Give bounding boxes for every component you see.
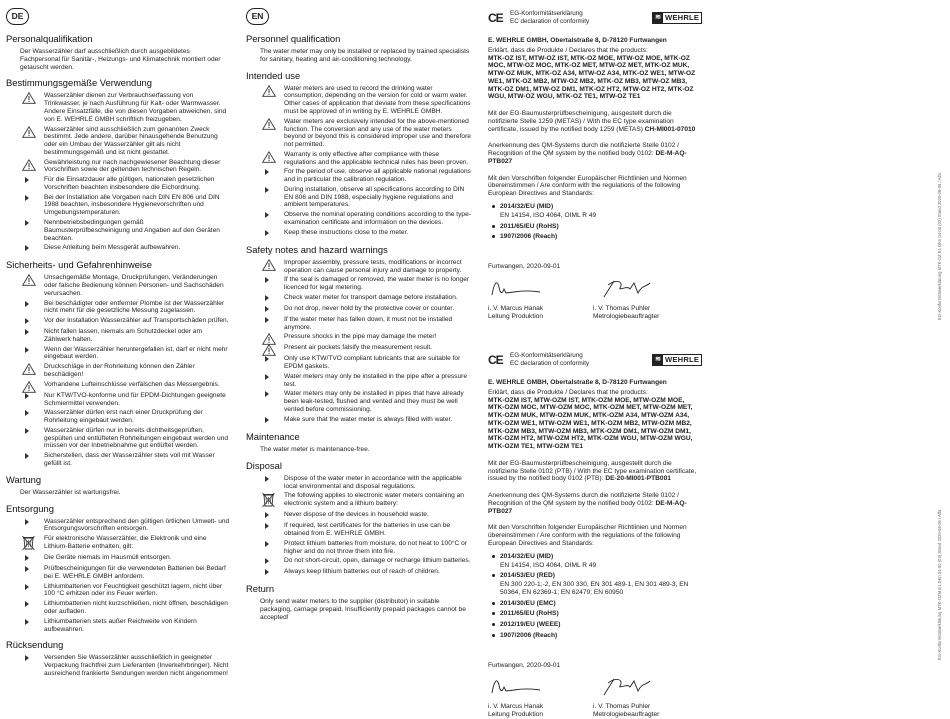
german-column (6, 8, 230, 680)
de-ret-list (6, 654, 230, 677)
arrow-bullet-icon (25, 519, 29, 525)
list-item-text: Warranty is only effective after compliance with these regulations and the applicable technical rules has been proven. (284, 150, 469, 166)
declares-text: Erklärt, dass die Produkte / Declares that the products: (488, 388, 648, 396)
warning-icon (262, 151, 276, 163)
list-item (246, 511, 472, 520)
list-item-text: Check water meter for transport damage before installation. (284, 293, 458, 301)
list-item (6, 583, 230, 599)
language-marker-de (6, 8, 230, 25)
list-item (6, 535, 230, 552)
de-personal-heading: Personalqualifikation (6, 33, 93, 44)
en-disp-list (246, 475, 472, 578)
list-item-text: If required, test certificates for the batteries in use can be obtained from E. WEHRLE GMBH. (284, 522, 451, 538)
arrow-bullet-icon (265, 523, 269, 529)
warning-icon (22, 126, 36, 138)
de-maint-heading: Wartung (6, 473, 42, 485)
arrow-bullet-icon (265, 391, 269, 397)
list-item (6, 244, 230, 253)
declares-text: Erklärt, dass die Produkte / Declares that the products: (488, 46, 648, 54)
list-item-text: Unsachgemäße Montage, Druckprüfungen, Veränderungen oder falsche Bedienung können Personen- und Sachschäden verursachen. (44, 274, 224, 297)
signer-2-name: i. V. Thomas Puhler (593, 304, 651, 312)
directives-list (488, 203, 698, 241)
de-disp-list (6, 518, 230, 634)
qm-text: Anerkennung des QM-Systems durch die notifizierte Stelle 0102 / Recognition of the QM system by the notified body 0102: (488, 142, 679, 158)
list-item (6, 654, 230, 677)
arrow-bullet-icon (25, 318, 29, 324)
warning-icon (262, 259, 276, 271)
directives-intro: Mit den Vorschriften folgender Europäischer Richtlinien und Normen übereinstimmen / Are conform with the regulations of the following European Directives and Standards: (488, 524, 687, 548)
arrow-bullet-icon (25, 619, 29, 625)
list-item (6, 392, 230, 408)
list-item (6, 381, 230, 390)
eg-certificate-number: CH-MI001-07010 (644, 125, 696, 133)
declaration-title-de: EG-Konformitätserklärung (510, 10, 583, 18)
list-item (246, 333, 472, 342)
list-item-text: Vor der Installation Wasserzähler auf Transportschäden prüfen. (44, 317, 229, 325)
directive-item: 2014/32/EU (MID) (488, 203, 698, 211)
list-item (246, 344, 472, 353)
directive-item: 2012/19/EU (WEEE) (488, 621, 698, 629)
list-item (6, 219, 230, 242)
de-maint-text: Der Wasserzähler ist wartungsfrei. (20, 488, 121, 496)
en-safety-heading: Safety notes and hazard warnings (246, 243, 388, 255)
signatures (488, 673, 698, 703)
logo-mark-icon: ≋ (653, 13, 663, 23)
product-list: MTK-OZ IST, MTW-OZ IST, MTK-OZ MOE, MTW-OZ MOE, MTK-OZ MOC, MTW-OZ MOC, MTK-OZ MET, MTW-OZ MET, MTK-OZ MUK, MTW-OZ MUK, MTK-OZ A34, MTW-OZ A34, MTK-OZ WE1, MTW-OZ WE1, MTK-OZ MB2, MTW-OZ MB2, MTK-OZ MB3, MTW-OZ MB3, MTK-OZ DM1, MTW-OZ DM1, MTK-OZ HT2, MTW-OZ HT2, MTK-OZ WGU, MTW-OZ WGU, MTK-OZ TE1, MTW-OZ TE1 (488, 54, 696, 101)
arrow-bullet-icon (265, 417, 269, 423)
list-item (246, 85, 472, 116)
de-disp-heading: Entsorgung (6, 502, 54, 514)
list-item (246, 186, 472, 209)
list-item (246, 557, 472, 566)
list-item (6, 92, 230, 123)
arrow-bullet-icon (25, 245, 29, 251)
signatures (488, 275, 698, 305)
list-item (246, 229, 472, 238)
logo-text: WEHRLE (665, 354, 700, 364)
list-item (6, 300, 230, 316)
en-disp-heading: Disposal (246, 459, 282, 471)
list-item (6, 363, 230, 379)
list-item-text: Diese Anleitung beim Messgerät aufbewahren. (44, 244, 181, 252)
list-item (246, 151, 472, 167)
signer-1-role: Leitung Produktion (488, 312, 543, 320)
list-item (6, 452, 230, 468)
arrow-bullet-icon (265, 541, 269, 547)
signature-hanak (488, 673, 598, 699)
list-item-text: Water meters may only be installed in the pipe after a pressure test. (284, 372, 468, 388)
de-safety-heading: Sicherheits- und Gefahrenhinweise (6, 259, 152, 271)
arrow-bullet-icon (265, 277, 269, 283)
logo-mark-icon: ≋ (653, 355, 663, 365)
de-safety-list (6, 274, 230, 467)
signature-puhler (598, 275, 708, 301)
de-personal-text: Der Wasserzähler darf ausschließlich durch ausgebildetes Fachpersonal für Sanitär-, Heizungs- und Klimatechnik montiert oder getauscht werden. (20, 48, 221, 71)
directive-item: 2014/53/EU (RED) (488, 572, 698, 580)
list-item (6, 126, 230, 157)
arrow-bullet-icon (25, 347, 29, 353)
list-item (6, 346, 230, 362)
list-item-text: Für die Einsatzdauer alle gültigen, nationalen gesetzlichen Vorschriften beachten insbesondere die Eichordnung. (44, 176, 215, 191)
list-item-text: Lithiumbatterien vor Feuchtigkeit geschützt lagern, nicht über 100 °C erhitzen oder ins Feuer werfen. (44, 582, 223, 598)
list-item-text: Wasserzähler sind ausschließlich zum genannten Zweck bestimmt. Jede andere, darüber hinausgehende Benutzung oder ein Umbau der Wasserzähler gilt als nicht bestimmungsgemäß und ist nicht gestattet. (44, 125, 218, 156)
arrow-bullet-icon (25, 393, 29, 399)
directive-item: 1907/2006 (Reach) (488, 632, 698, 640)
qm-text: Anerkennung des QM-Systems durch die notifizierte Stelle 0102 / Recognition of the QM system by the notified body 0102: (488, 492, 679, 507)
list-item-text: Make sure that the water meter is always filled with water. (284, 415, 453, 423)
declaration-title-en: EC declaration of conformity (510, 360, 590, 367)
directive-item: 2011/65/EU (RoHS) (488, 610, 698, 618)
wehrle-logo (652, 12, 702, 24)
list-item-text: If the seal is damaged or removed, the water meter is no longer licenced for legal metering. (284, 276, 470, 292)
list-item (6, 194, 230, 217)
list-item-text: Improper assembly, pressure tests, modifications or incorrect operation can cause personal injury and damage to property. (284, 258, 462, 274)
place-date: Furtwangen, 2020-09-01 (488, 263, 561, 271)
de-ret-heading: Rücksendung (6, 639, 64, 651)
list-item-text: During installation, observe all specifications according to DIN EN 806 and DIN 1988, especially hygiene regulations and ambient temperatures. (284, 185, 465, 209)
list-item-text: Water meters are exclusively intended for the above-mentioned function. The conversion and any use of the water meters beyond or beyond this is considered improper use and therefore not permitted. (284, 117, 471, 149)
list-item-text: Lithiumbatterien stets außer Reichweite von Kindern aufbewahren. (44, 617, 197, 633)
logo-text: WEHRLE (665, 12, 700, 22)
declaration-panel-1 (488, 9, 698, 320)
list-item (6, 409, 230, 425)
list-item-text: Wasserzähler dürfen nur in bereits dichtheitsgeprüften, gespülten und entlüfteten Rohrleitungen eingebaut werden und müssen vor der Inbetriebnahme gut entlüftet werden. (44, 426, 229, 450)
signer-1-name: i. V. Marcus Hanak (488, 304, 544, 312)
signer-2-role: Metrologiebeauftragter (593, 312, 660, 320)
list-item (6, 554, 230, 563)
list-item (6, 274, 230, 297)
list-item (246, 373, 472, 389)
list-item-text: Die Geräte niemals im Hausmüll entsorgen. (44, 554, 172, 562)
warning-icon (262, 118, 276, 130)
list-item-text: Dispose of the water meter in accordance with the applicable local environmental and disposal regulations. (284, 474, 462, 490)
list-item (246, 416, 472, 425)
eg-certificate-block (488, 460, 698, 483)
place-date: Furtwangen, 2020-09-01 (488, 661, 561, 669)
en-ret-heading: Return (246, 583, 275, 595)
list-item (246, 294, 472, 303)
arrow-bullet-icon (265, 295, 269, 301)
signature-puhler (598, 673, 708, 699)
list-item-text: For the period of use, observe all applicable national regulations and in particular the calibration regulation. (284, 168, 471, 184)
qm-certificate-number: DE-M-AQ-PTB027 (488, 150, 687, 165)
eg-certificate-text: Mit der EG-Baumusterprüfbescheinigung, ausgestellt durch die notifizierte Stelle 1259 (METAS) / With the EC type examination certificate, issued by the notified body 1259 (METAS) (488, 110, 674, 133)
list-item (6, 176, 230, 192)
list-item-text: Lithiumbatterien nicht kurzschließen, nicht öffnen, beschädigen oder aufladen. (44, 600, 228, 615)
list-item-text: Do not drop, never hold by the protective cover or counter. (284, 304, 455, 312)
list-item (6, 565, 230, 581)
arrow-bullet-icon (25, 410, 29, 416)
signer-1-name: i. V. Marcus Hanak (488, 703, 544, 711)
qm-block (488, 492, 698, 515)
list-item (246, 475, 472, 491)
warning-icon (262, 85, 276, 97)
list-item-text: Versenden Sie Wasserzähler ausschließlich in geeigneter Verpackung frachtfrei zum Lieferanten (Inverkehrbringer). Nicht ausreichend frankierte Sendungen werden nicht angenommen! (44, 654, 229, 677)
language-marker-en (246, 8, 472, 25)
en-maint-heading: Maintenance (246, 430, 300, 442)
arrow-bullet-icon (265, 569, 269, 575)
de-badge: DE (6, 8, 29, 25)
list-item (246, 522, 472, 538)
en-maint-text: The water meter is maintenance-free. (260, 445, 370, 453)
directive-item: EN 14154, ISO 4064, OIML R 49 (500, 561, 597, 569)
de-use-list (6, 92, 230, 253)
ce-mark-icon: CE (488, 352, 503, 367)
arrow-bullet-icon (265, 212, 269, 218)
arrow-bullet-icon (265, 374, 269, 380)
arrow-bullet-icon (25, 453, 29, 459)
company-address: E. WEHRLE GMBH, Obertalstraße 8, D-78120 Furtwangen (488, 37, 667, 44)
eg-certificate-number: DE-20-MI001-PTB001 (605, 475, 671, 483)
directives-intro: Mit den Vorschriften folgender Europäischer Richtlinien und Normen übereinstimmen / Are conform with the regulations of the following European Directives and Standards: (488, 174, 687, 198)
list-item-text: Wenn der Wasserzähler heruntergefallen ist, darf er nicht mehr eingebaut werden. (44, 345, 228, 361)
arrow-bullet-icon (265, 306, 269, 312)
en-use-list (246, 85, 472, 238)
list-item-text: Vorhandene Lufteinschlüsse verfälschen das Messergebnis. (44, 380, 220, 388)
arrow-bullet-icon (265, 476, 269, 482)
list-item-text: Protect lithium batteries from moisture, do not heat to 100°C or higher and do not throw them into fire. (284, 539, 467, 555)
eg-certificate-text: Mit der EG-Baumusterprüfbescheinigung, ausgestellt durch die notifizierte Stelle 0102 (PTB) / With the EC type examination certificate, issued by the notified body 0102 (PTB): (488, 459, 697, 483)
list-item (246, 305, 472, 314)
list-item (6, 618, 230, 634)
arrow-bullet-icon (25, 655, 29, 661)
list-item-text: Always keep lithium batteries out of reach of children. (284, 568, 440, 576)
list-item-text: Observe the nominal operating conditions according to the type-examination certificate and information on the devices. (284, 211, 471, 226)
arrow-bullet-icon (25, 195, 29, 201)
arrow-bullet-icon (25, 428, 29, 434)
directive-item: 2014/32/EU (MID) (488, 553, 698, 561)
list-item (246, 568, 472, 577)
list-item (246, 316, 472, 332)
list-item (6, 317, 230, 326)
declaration-title-en: EC declaration of conformity (510, 18, 590, 25)
list-item-text: Keep these instructions close to the meter. (284, 228, 409, 236)
arrow-bullet-icon (265, 512, 269, 518)
qm-certificate-number: DE-M-AQ-PTB027 (488, 499, 687, 515)
list-item (6, 159, 230, 175)
list-item-text: Wasserzähler dienen zur Verbrauchserfassung von Trinkwasser, je nach Ausführung für Kalt- oder Warmwasser. Andere Einsatzfälle, die von diesen Vorgaben abweichen, sind von E. WEHRLE GMBH schriftlich freizugeben. (44, 92, 227, 123)
en-use-heading: Intended use (246, 69, 301, 81)
arrow-bullet-icon (25, 177, 29, 183)
en-ret-text: Only send water meters to the supplier (distributor) in suitable packaging, carriage prepaid. Insufficiently prepaid packages cannot be accepted! (260, 598, 466, 621)
directives-list (488, 553, 698, 640)
list-item-text: Bei beschädigter oder entfernter Plombe ist der Wasserzähler nicht mehr für die gesetzliche Messung zugelassen. (44, 299, 225, 315)
product-list: MTK-OZM IST, MTW-OZM IST, MTK-OZM MOE, MTW-OZM MOE, MTK-OZM MOC, MTW-OZM MOC, MTK-OZM MET, MTW-OZM MET, MTK-OZM MUK, MTW-OZM MUK, MTK-OZM A34, MTW-OZM A34, MTK-OZM WE1, MTW-OZM WE1, MTK-OZM MB2, MTW-OZM MB2, MTK-OZM MB3, MTW-OZM MB3, MTK-OZM DM1, MTW-OZM DM1, MTK-OZM HT2, MTW-OZM HT2, MTK-OZM WGU, MTW-OZM WGU, MTK-OZM TE1, MTW-OZM TE1 (488, 396, 693, 451)
arrow-bullet-icon (25, 601, 29, 607)
en-personal-heading: Personnel qualification (246, 33, 341, 44)
list-item-text: If the water meter has fallen down, it must not be installed anymore. (284, 315, 453, 331)
list-item (6, 518, 230, 534)
eg-certificate-block (488, 110, 698, 133)
de-use-heading: Bestimmungsgemäße Verwendung (6, 77, 152, 89)
list-item-text: Water meters may only be installed in pipes that have already been leak-tested, flushed and vented and they must be well vented before commissioning. (284, 390, 464, 414)
list-item (246, 118, 472, 149)
list-item (246, 168, 472, 184)
list-item-text: Never dispose of the devices in household waste. (284, 511, 429, 519)
list-item (6, 600, 230, 616)
arrow-bullet-icon (25, 329, 29, 335)
list-item (246, 259, 472, 275)
warning-icon (22, 274, 36, 286)
list-item-text: Do not short-circuit, open, damage or recharge lithium batteries. (284, 557, 471, 565)
arrow-bullet-icon (25, 566, 29, 572)
arrow-bullet-icon (25, 301, 29, 307)
list-item-text: The following applies to electronic water meters containing an electronic system and a lithium battery: (284, 492, 464, 508)
list-item-text: Present air pockets falsify the measurement result. (284, 344, 433, 352)
list-item (246, 492, 472, 509)
qm-block (488, 142, 698, 165)
crossed-bin-icon (22, 535, 35, 551)
company-address: E. WEHRLE GMBH, Obertalstraße 8, D-78120 Furtwangen (488, 379, 667, 386)
list-item (6, 328, 230, 344)
list-item-text: Nur KTW/TVO-konforme und für EPDM-Dichtungen geeignete Schmiermittel verwenden. (44, 391, 226, 407)
list-item (246, 390, 472, 413)
declaration-header (488, 9, 698, 27)
list-item (246, 355, 472, 371)
side-note-1: EG-Konformitätserklärung MTK-OZ E1 DKn 04-00 (02) Stand 2020-08-05 / Alfa (937, 173, 942, 320)
list-item-text: Nicht fallen lassen, niemals am Schutzdeckel oder am Zählwerk halten. (44, 328, 202, 343)
en-safety-list (246, 259, 472, 425)
list-item-text: Pressure shocks in the pipe may damage the meter! (284, 333, 437, 341)
arrow-bullet-icon (25, 220, 29, 226)
list-item-text: Druckschläge in der Rohrleitung können den Zähler beschädigen! (44, 363, 195, 379)
list-item (246, 276, 472, 292)
list-item (246, 540, 472, 556)
declaration-panel-2 (488, 351, 698, 719)
directive-item: EN 300 220-1;-2, EN 300 330, EN 301 489-1, EN 301 489-3, EN 50364, EN 62369-1; EN 62479; EN 60950 (500, 581, 689, 596)
directive-item: EN 14154, ISO 4064, OIML R 49 (500, 211, 597, 219)
list-item (246, 211, 472, 227)
directive-item: 2014/30/EU (EMC) (488, 600, 698, 608)
warning-icon (22, 363, 36, 375)
declaration-title-de: EG-Konformitätserklärung (510, 352, 583, 360)
warning-icon (22, 92, 36, 104)
list-item-text: Gewährleistung nur nach nachgewiesener Beachtung dieser Vorschriften sowie der geltenden technischen Regeln. (44, 158, 221, 174)
declaration-header (488, 351, 698, 369)
list-item-text: Sicherstellen, dass der Wasserzähler stets voll mit Wasser gefüllt ist. (44, 452, 215, 467)
arrow-bullet-icon (265, 230, 269, 236)
en-personal-text: The water meter may only be installed or replaced by trained specialists for sanitary, heating and air-conditioning technology. (260, 48, 470, 63)
en-badge: EN (246, 8, 269, 25)
side-note-2: EG-Konformitätserklärung MTK-OZM E1 DKn 04-00 (03) Stand 2020-08-05 / Alfa (937, 509, 942, 660)
wehrle-logo (652, 354, 702, 366)
directive-item: 1907/2006 (Reach) (488, 233, 698, 241)
ce-mark-icon: CE (488, 10, 503, 25)
arrow-bullet-icon (265, 169, 269, 175)
arrow-bullet-icon (265, 317, 269, 323)
arrow-bullet-icon (265, 558, 269, 564)
list-item-text: Only use KTW/TVO compliant lubricants that are suitable for EPDM gaskets. (284, 355, 461, 371)
list-item-text: Prüfbescheinigungen für die verwendeten Batterien bei Bedarf bei E. WEHRLE GMBH anfordern. (44, 565, 226, 580)
list-item-text: Bei der Installation alle Vorgaben nach DIN EN 806 und DIN 1988 beachten, insbesondere Hygienevorschriften und Umgebungstemperaturen. (44, 193, 220, 217)
list-item-text: Nennbetriebsbedingungen gemäß Baumusterprüfbescheinigung und Angaben auf den Geräten beachten. (44, 218, 220, 242)
list-item-text: Wasserzähler dürfen erst nach einer Druckprüfung der Rohrleitung eingebaut werden. (44, 409, 203, 425)
arrow-bullet-icon (25, 555, 29, 561)
signer-1-role: Leitung Produktion (488, 711, 543, 719)
list-item-text: Water meters are used to record the drinking water consumption, depending on the version for cold or warm water. Other cases of application that deviate from these specifications must be approved of in writing by E. WEHRLE GMBH. (284, 84, 471, 116)
crossed-bin-icon (262, 492, 275, 508)
warning-icon (22, 159, 36, 171)
directive-item: 2011/65/EU (RoHS) (488, 223, 698, 231)
list-item (6, 427, 230, 450)
signature-hanak (488, 275, 598, 301)
list-item-text: Wasserzähler entsprechend den gültigen örtlichen Umwelt- und Entsorgungsvorschriften entsorgen. (44, 517, 230, 533)
list-item-text: Für elektronische Wasserzähler, die Elektronik und eine Lithium-Batterie enthalten, gilt: (44, 535, 207, 550)
signer-2-role: Metrologiebeauftragter (593, 711, 660, 719)
arrow-bullet-icon (265, 356, 269, 362)
arrow-bullet-icon (25, 584, 29, 590)
arrow-bullet-icon (265, 187, 269, 193)
signer-2-name: i. V. Thomas Puhler (593, 703, 651, 711)
english-column (246, 8, 472, 624)
